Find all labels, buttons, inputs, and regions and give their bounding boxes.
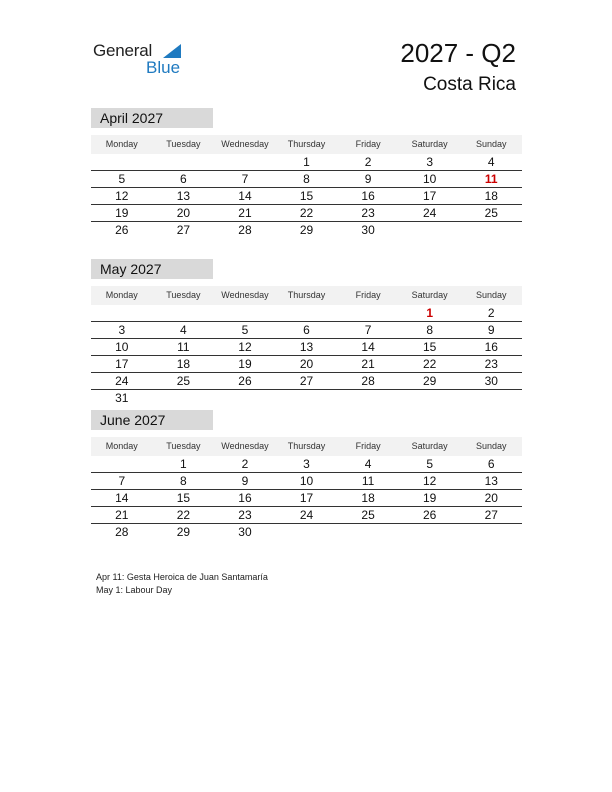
country-name: Costa Rica (423, 74, 516, 95)
weekday-label: Friday (355, 441, 381, 451)
weekday-label: Monday (105, 139, 138, 149)
weekday-header (91, 135, 522, 154)
weekday-label: Friday (355, 139, 381, 149)
day-cell: 22 (423, 357, 437, 371)
day-cell: 22 (176, 508, 191, 522)
day-cell: 31 (115, 391, 129, 405)
day-cell (91, 154, 153, 170)
day-cell: 16 (484, 340, 498, 354)
day-cell: 10 (115, 340, 129, 354)
day-cell: 19 (238, 357, 252, 371)
day-cell: 7 (364, 323, 372, 337)
day-cell: 15 (423, 340, 437, 354)
day-cell (214, 390, 276, 406)
day-cell (460, 222, 522, 238)
weekday-label: Saturday (411, 441, 448, 451)
month-label: April 2027 (91, 108, 213, 128)
weekday-label: Thursday (287, 441, 326, 451)
day-cell: 17 (115, 357, 129, 371)
week-row (91, 456, 522, 473)
day-cell: 18 (176, 357, 191, 371)
weekday-label: Saturday (411, 139, 448, 149)
day-cell: 28 (361, 374, 375, 388)
day-cell: 27 (484, 508, 498, 522)
day-cell: 13 (299, 340, 314, 354)
day-cell: 14 (238, 189, 252, 203)
day-cell: 22 (299, 206, 314, 220)
day-cell: 18 (361, 491, 375, 505)
day-cell: 18 (484, 189, 498, 203)
month-label: May 2027 (91, 259, 213, 279)
month-may (91, 259, 522, 406)
day-cell: 1 (180, 457, 187, 471)
week-row (91, 205, 522, 222)
weekday-label: Tuesday (166, 441, 201, 451)
weekday-label: Wednesday (221, 290, 269, 300)
day-cell: 4 (487, 155, 495, 169)
logo-general-text: General (93, 41, 153, 60)
weekday-label: Sunday (475, 139, 507, 149)
day-cell: 24 (299, 508, 314, 522)
day-cell: 26 (238, 374, 252, 388)
day-cell: 4 (364, 457, 372, 471)
day-cell: 19 (423, 491, 437, 505)
day-cell: 28 (238, 223, 252, 237)
day-cell: 29 (176, 525, 191, 539)
day-cell: 26 (115, 223, 129, 237)
day-cell: 5 (118, 172, 126, 186)
day-cell (153, 390, 215, 406)
week-row (91, 305, 522, 322)
day-cell (153, 305, 215, 321)
day-cell: 24 (115, 374, 129, 388)
day-cell (91, 305, 153, 321)
day-cell: 26 (423, 508, 437, 522)
day-cell (399, 524, 461, 540)
day-cell: 14 (115, 491, 129, 505)
day-cell (460, 390, 522, 406)
weekday-label: Monday (105, 441, 138, 451)
holiday-notes (96, 571, 268, 597)
day-cell (276, 390, 338, 406)
week-row (91, 154, 522, 171)
week-row (91, 356, 522, 373)
day-cell: 2 (364, 155, 372, 169)
weekday-label: Tuesday (166, 139, 201, 149)
day-cell: 9 (487, 323, 495, 337)
day-cell (276, 524, 338, 540)
day-cell (153, 154, 215, 170)
day-cell: 27 (299, 374, 314, 388)
day-cell: 11 (361, 474, 375, 488)
weekday-label: Saturday (411, 290, 448, 300)
day-cell: 11 (177, 340, 190, 354)
weekday-label: Thursday (287, 290, 326, 300)
weekday-label: Thursday (287, 139, 326, 149)
month-june (91, 410, 522, 540)
weekday-label: Tuesday (166, 290, 201, 300)
day-cell: 7 (241, 172, 249, 186)
day-cell (214, 154, 276, 170)
day-cell: 15 (176, 491, 191, 505)
day-cell: 3 (118, 323, 126, 337)
day-cell: 30 (361, 223, 375, 237)
day-cell: 30 (238, 525, 252, 539)
day-cell: 13 (176, 189, 191, 203)
day-cell: 12 (423, 474, 437, 488)
day-cell: 3 (426, 155, 434, 169)
weekday-label: Sunday (475, 290, 507, 300)
day-cell: 6 (180, 172, 187, 186)
weekday-header (91, 286, 522, 305)
week-row (91, 390, 522, 406)
day-cell (399, 390, 461, 406)
weekday-label: Wednesday (221, 139, 269, 149)
week-row (91, 373, 522, 390)
day-cell: 9 (364, 172, 372, 186)
day-cell: 1 (303, 155, 310, 169)
day-cell: 25 (361, 508, 375, 522)
day-cell: 8 (303, 172, 310, 186)
week-row (91, 171, 522, 188)
day-cell: 30 (484, 374, 498, 388)
day-cell (276, 305, 338, 321)
day-cell: 2 (241, 457, 249, 471)
day-cell: 10 (423, 172, 437, 186)
day-cell: 27 (176, 223, 191, 237)
week-row (91, 490, 522, 507)
day-cell: 24 (423, 206, 437, 220)
day-cell: 21 (238, 206, 252, 220)
day-cell: 8 (180, 474, 187, 488)
day-cell: 20 (299, 357, 314, 371)
day-cell: 23 (238, 508, 252, 522)
day-cell: 16 (238, 491, 252, 505)
week-row (91, 524, 522, 540)
weekday-header (91, 437, 522, 456)
holiday-note: May 1: Labour Day (96, 585, 173, 595)
day-cell: 8 (426, 323, 434, 337)
day-cell: 12 (238, 340, 252, 354)
day-cell: 20 (176, 206, 191, 220)
day-cell: 14 (361, 340, 375, 354)
day-cell: 16 (361, 189, 375, 203)
day-cell (214, 305, 276, 321)
day-cell: 2 (487, 306, 495, 320)
week-row (91, 188, 522, 205)
day-cell: 7 (118, 474, 126, 488)
day-cell: 28 (115, 525, 129, 539)
day-cell: 5 (241, 323, 249, 337)
day-cell: 3 (303, 457, 310, 471)
day-cell: 5 (426, 457, 434, 471)
page-title: 2027 - Q2 (400, 38, 516, 68)
day-cell: 21 (361, 357, 375, 371)
weekday-label: Sunday (475, 441, 507, 451)
day-cell: 29 (299, 223, 314, 237)
day-cell (91, 456, 153, 472)
logo-blue-text: Blue (146, 58, 181, 77)
day-cell: 9 (241, 474, 249, 488)
holiday-note: Apr 11: Gesta Heroica de Juan Santamaría (96, 572, 268, 582)
day-cell: 23 (484, 357, 498, 371)
week-row (91, 507, 522, 524)
week-row (91, 322, 522, 339)
day-cell-holiday: 1 (426, 306, 434, 320)
day-cell (337, 390, 399, 406)
weekday-label: Friday (355, 290, 381, 300)
weekday-label: Monday (105, 290, 138, 300)
day-cell: 23 (361, 206, 375, 220)
day-cell (337, 305, 399, 321)
day-cell: 17 (423, 189, 437, 203)
day-cell: 6 (487, 457, 495, 471)
day-cell (337, 524, 399, 540)
day-cell: 25 (176, 374, 191, 388)
day-cell: 4 (180, 323, 187, 337)
day-cell: 20 (484, 491, 498, 505)
day-cell (460, 524, 522, 540)
day-cell: 17 (299, 491, 314, 505)
week-row (91, 473, 522, 490)
day-cell: 13 (484, 474, 498, 488)
weekday-label: Wednesday (221, 441, 269, 451)
day-cell: 29 (423, 374, 437, 388)
day-cell: 12 (115, 189, 129, 203)
logo (93, 41, 193, 81)
day-cell (399, 222, 461, 238)
day-cell: 19 (115, 206, 129, 220)
day-cell: 21 (115, 508, 129, 522)
week-row (91, 339, 522, 356)
day-cell: 10 (299, 474, 314, 488)
week-row (91, 222, 522, 238)
month-label: June 2027 (91, 410, 213, 430)
logo-triangle-icon (163, 44, 181, 58)
day-cell: 6 (303, 323, 310, 337)
day-cell-holiday: 11 (484, 172, 498, 186)
day-cell: 15 (299, 189, 314, 203)
month-april (91, 108, 522, 238)
day-cell: 25 (484, 206, 498, 220)
